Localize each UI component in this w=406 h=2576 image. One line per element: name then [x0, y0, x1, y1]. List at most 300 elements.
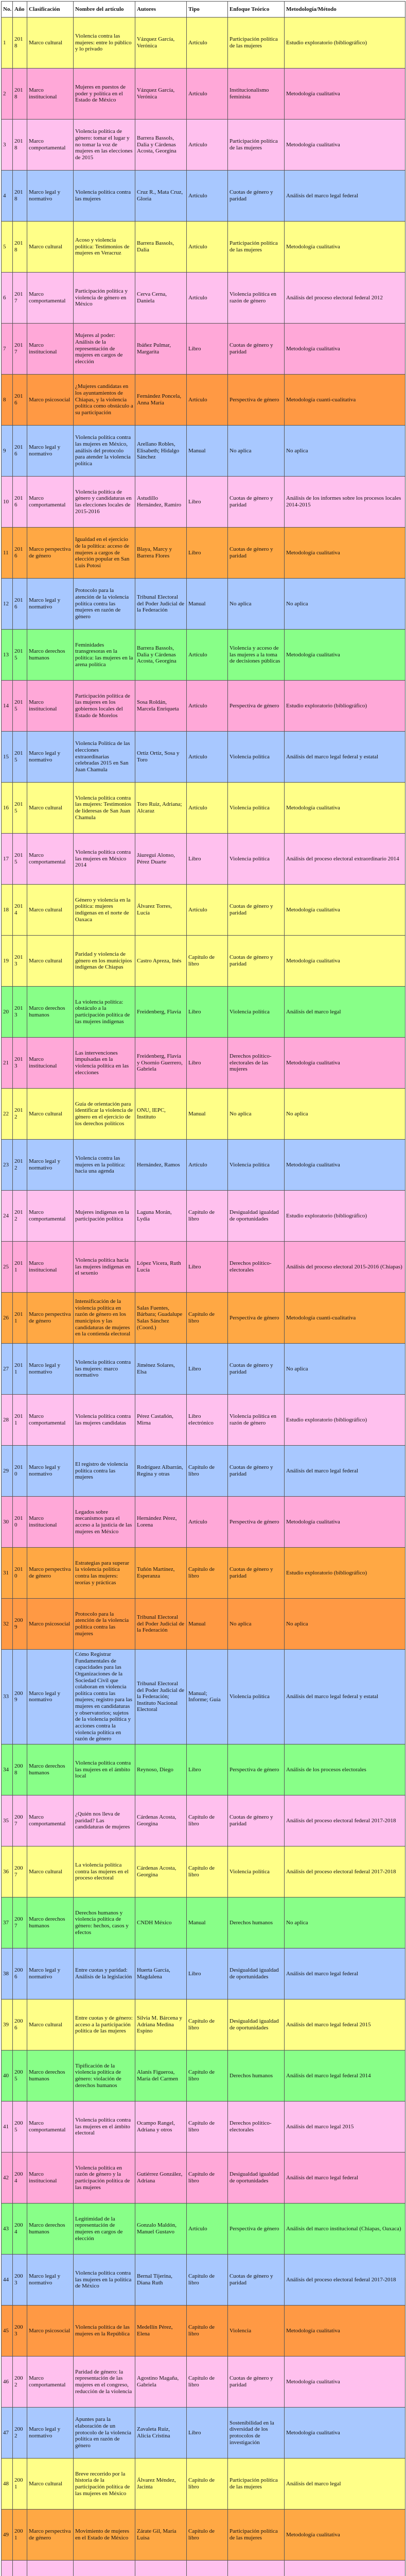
cell-year: 2012: [13, 1140, 27, 1191]
cell-number: 31: [2, 1548, 13, 1599]
cell-article-name: Acoso y violencia política: Testimonios de mujeres en Veracruz: [74, 222, 135, 273]
cell-classification: Marco derechos humanos: [27, 1744, 74, 1795]
cell-article-name: Participación política de las mujeres en los gobiernos locales del Estado de Morelos: [74, 681, 135, 732]
cell-authors: Arellano Robles, Elisabeth; Hidalgo Sánchez: [135, 426, 187, 477]
cell-methodology: Análisis del marco legal federal: [285, 171, 405, 222]
cell-methodology: No aplica: [285, 426, 405, 477]
cell-year: 2016: [13, 528, 27, 579]
cell-number: 34: [2, 1744, 13, 1795]
cell-classification: Marco derechos humanos: [27, 1897, 74, 1948]
cell-theoretical-focus: Violencia política: [228, 732, 285, 783]
cell-theoretical-focus: Derechos humanos: [228, 2050, 285, 2101]
cell-authors: Ibáñez Pulmar, Margarita: [135, 324, 187, 375]
cell-number: 47: [2, 2407, 13, 2458]
cell-type: Libro: [187, 528, 228, 579]
table-row: [2, 1344, 405, 1395]
cell-classification: Marco cultural: [27, 783, 74, 834]
cell-number: 17: [2, 834, 13, 885]
table-row: [2, 1599, 405, 1650]
cell-article-name: Violencia política hacia las mujeres indígenas en el sexenio: [74, 1242, 135, 1293]
table-row: [2, 1846, 405, 1897]
cell-authors: Cárdenas Acosta, Georgina: [135, 1795, 187, 1846]
cell-year: 2009: [13, 1650, 27, 1744]
cell-authors: Álvarez Torres, Lucía: [135, 885, 187, 936]
cell-type: Libro: [187, 324, 228, 375]
cell-number: 3: [2, 120, 13, 171]
cell-methodology: Estudio exploratorio (bibliográfico): [285, 1191, 405, 1242]
table-row: [2, 528, 405, 579]
cell-type: Artículo: [187, 1140, 228, 1191]
cell-type: Artículo: [187, 1497, 228, 1548]
cell-methodology: Metodología cualitativa: [285, 2509, 405, 2560]
cell-year: 2007: [13, 1897, 27, 1948]
table-row: [2, 120, 405, 171]
cell-article-name: Apuntes para la elaboración de un protocolo de la violencia política en razón de género: [74, 2407, 135, 2458]
cell-theoretical-focus: Desigualdad igualdad de oportunidades: [228, 2152, 285, 2203]
cell-type: Capítulo de libro: [187, 1191, 228, 1242]
cell-number: 8: [2, 375, 13, 426]
cell-type: Capítulo de libro: [187, 2101, 228, 2152]
table-body: [2, 18, 405, 2576]
cell-classification: Marco institucional: [27, 681, 74, 732]
cell-year: 2011: [13, 1293, 27, 1344]
cell-year: 2016: [13, 375, 27, 426]
cell-article-name: Breve recorrido por la historia de la participación política de las mujeres en México: [74, 2458, 135, 2509]
cell-classification: Marco institucional: [27, 1497, 74, 1548]
table-row: [2, 171, 405, 222]
cell-year: 2017: [13, 273, 27, 324]
cell-methodology: Metodología cualitativa: [285, 222, 405, 273]
cell-year: 2008: [13, 1744, 27, 1795]
table-row: [2, 2356, 405, 2407]
cell-theoretical-focus: No aplica: [228, 579, 285, 630]
cell-theoretical-focus: Desigualdad igualdad de oportunidades: [228, 1191, 285, 1242]
cell-type: Artículo: [187, 222, 228, 273]
cell-year: 2014: [13, 885, 27, 936]
cell-methodology: Análisis del proceso electoral federal 2017-2018: [285, 1846, 405, 1897]
cell-article-name: Violencia política contra las mujeres: [74, 171, 135, 222]
cell-theoretical-focus: Violencia política: [228, 1650, 285, 1744]
cell-authors: Ortíz Ortíz, Sosa y Toro: [135, 732, 187, 783]
cell-article-name: Entre cuotas y de género: acceso a la participación política de las mujeres: [74, 1999, 135, 2050]
cell-type: Artículo: [187, 375, 228, 426]
table-row: [2, 2254, 405, 2305]
cell-authors: Tribunal Electoral del Poder Judicial de la Federación: [135, 1599, 187, 1650]
cell-number: 29: [2, 1446, 13, 1497]
table-row: [2, 1497, 405, 1548]
cell-year: 2015: [13, 630, 27, 681]
cell-type: Artículo: [187, 681, 228, 732]
cell-type: Libro electrónico: [187, 1395, 228, 1446]
cell-article-name: Violencia contra las mujeres en la política: hacia una agenda: [74, 1140, 135, 1191]
cell-classification: Marco perspectiva de género: [27, 528, 74, 579]
cell-classification: Marco cultural: [27, 2458, 74, 2509]
cell-article-name: Legados sobre mecanismos para el acceso a la justicia de las mujeres en México: [74, 1497, 135, 1548]
cell-classification: Marco cultural: [27, 222, 74, 273]
cell-authors: [135, 2560, 187, 2576]
header-type: Tipo: [187, 2, 228, 18]
cell-methodology: Análisis del marco legal federal: [285, 2152, 405, 2203]
cell-classification: Marco comportamental: [27, 120, 74, 171]
table-row: [2, 987, 405, 1038]
table-row: [2, 783, 405, 834]
cell-authors: Fernández Poncela, Anna María: [135, 375, 187, 426]
cell-classification: Marco legal y normativo: [27, 732, 74, 783]
cell-classification: Marco perspectiva de género: [27, 1293, 74, 1344]
cell-classification: Marco derechos humanos: [27, 2050, 74, 2101]
cell-methodology: Análisis del marco legal federal 2015: [285, 1999, 405, 2050]
header-no: No.: [2, 2, 13, 18]
cell-year: 2013: [13, 987, 27, 1038]
cell-type: Artículo: [187, 783, 228, 834]
cell-methodology: Análisis del proceso electoral federal 2017-2018: [285, 2254, 405, 2305]
cell-authors: Ocampo Rangel, Adriana y otros: [135, 2101, 187, 2152]
cell-authors: Hernández Pérez, Lorena: [135, 1497, 187, 1548]
cell-methodology: Metodología cualitativa: [285, 630, 405, 681]
cell-type: Artículo: [187, 171, 228, 222]
cell-classification: Marco psicosocial: [27, 1599, 74, 1650]
cell-authors: Toro Ruiz, Adriana; Alcaraz: [135, 783, 187, 834]
cell-article-name: Violencia política contra las mujeres en la política de México: [74, 2254, 135, 2305]
cell-article-name: Cómo Registrar Fundamentales de capacidades para las Organizaciones de la Sociedad Civil que colaboran en violencia política contra las mujeres; registro para las mujeres en candidaturas y observatorios; sujetos de la violencia política y acciones contra la violencia política en razón de género: [74, 1650, 135, 1744]
cell-type: Manual: [187, 1599, 228, 1650]
table-row: [2, 2509, 405, 2560]
table-row: [2, 1242, 405, 1293]
cell-number: 13: [2, 630, 13, 681]
cell-classification: Marco cultural: [27, 936, 74, 987]
cell-number: 41: [2, 2101, 13, 2152]
cell-classification: Marco legal y normativo: [27, 1344, 74, 1395]
cell-article-name: Entre cuotas y paridad: Análisis de la legislación: [74, 1948, 135, 1999]
cell-authors: Zárate Gil, María Luisa: [135, 2509, 187, 2560]
cell-number: 30: [2, 1497, 13, 1548]
cell-theoretical-focus: Perspectiva de género: [228, 2203, 285, 2254]
cell-number: 38: [2, 1948, 13, 1999]
cell-year: 2005: [13, 2101, 27, 2152]
cell-number: 2: [2, 69, 13, 120]
cell-year: 2018: [13, 18, 27, 69]
cell-year: 2016: [13, 579, 27, 630]
cell-classification: Marco legal y normativo: [27, 1948, 74, 1999]
cell-methodology: Metodología cuanti-cualitativa: [285, 1293, 405, 1344]
cell-authors: Álvarez Méndez, Jacinta: [135, 2458, 187, 2509]
cell-authors: CNDH México: [135, 1897, 187, 1948]
cell-authors: Jiménez Solares, Elsa: [135, 1344, 187, 1395]
table-row: [2, 681, 405, 732]
cell-number: 27: [2, 1344, 13, 1395]
table-row: [2, 426, 405, 477]
cell-number: 44: [2, 2254, 13, 2305]
table-row: [2, 1795, 405, 1846]
cell-theoretical-focus: Violencia política: [228, 1846, 285, 1897]
cell-authors: López Vicera, Ruth Lucía: [135, 1242, 187, 1293]
cell-classification: Marco comportamental: [27, 1191, 74, 1242]
cell-authors: Jáuregui Alonso, Pérez Duarte: [135, 834, 187, 885]
cell-theoretical-focus: Desigualdad igualdad de oportunidades: [228, 1999, 285, 2050]
cell-theoretical-focus: Cuotas de género y paridad: [228, 1446, 285, 1497]
cell-authors: ONU, IEPC, Instituto: [135, 1089, 187, 1140]
cell-theoretical-focus: Desigualdad igualdad de oportunidades: [228, 1948, 285, 1999]
cell-authors: Barrera Bassols, Dalia y Cárdenas Acosta, Georgina: [135, 120, 187, 171]
cell-type: Artículo: [187, 885, 228, 936]
cell-year: 2011: [13, 1395, 27, 1446]
cell-authors: Sosa Roldán, Marcela Enriqueta: [135, 681, 187, 732]
cell-classification: Marco comportamental: [27, 2101, 74, 2152]
cell-classification: Marco legal y normativo: [27, 171, 74, 222]
cell-year: 2011: [13, 1242, 27, 1293]
cell-theoretical-focus: Institucionalismo feminista: [228, 69, 285, 120]
cell-theoretical-focus: No aplica: [228, 1599, 285, 1650]
cell-authors: Freidenberg, Flavia: [135, 987, 187, 1038]
cell-methodology: No aplica: [285, 1599, 405, 1650]
cell-methodology: No aplica: [285, 579, 405, 630]
cell-number: 22: [2, 1089, 13, 1140]
cell-article-name: Feminidades transgresoras en la política: las mujeres en la arena política: [74, 630, 135, 681]
cell-classification: Marco legal y normativo: [27, 1446, 74, 1497]
cell-year: 2018: [13, 222, 27, 273]
cell-number: 35: [2, 1795, 13, 1846]
cell-article-name: Protocolo para la atención de la violencia política contra las mujeres: [74, 1599, 135, 1650]
cell-authors: Laguna Morán, Lydia: [135, 1191, 187, 1242]
cell-classification: Marco derechos humanos: [27, 630, 74, 681]
cell-methodology: Metodología cualitativa: [285, 1497, 405, 1548]
header-year: Año: [13, 2, 27, 18]
cell-authors: Zavaleta Ruiz, Alicia Cristina: [135, 2407, 187, 2458]
cell-authors: Hernández, Ramos: [135, 1140, 187, 1191]
cell-article-name: Mujeres al poder: Análisis de la representación de mujeres en cargos de elección: [74, 324, 135, 375]
cell-article-name: La violencia política contra las mujeres en el proceso electoral: [74, 1846, 135, 1897]
cell-type: Artículo: [187, 18, 228, 69]
cell-article-name: Las intervenciones impulsadas en la violencia política en las elecciones: [74, 1038, 135, 1089]
cell-type: Artículo: [187, 2203, 228, 2254]
cell-classification: Marco legal y normativo: [27, 2407, 74, 2458]
cell-authors: Astudillo Hernández, Ramiro: [135, 477, 187, 528]
cell-theoretical-focus: Cuotas de género y paridad: [228, 171, 285, 222]
cell-type: Capítulo de libro: [187, 2050, 228, 2101]
cell-year: 2004: [13, 2203, 27, 2254]
cell-type: Libro: [187, 987, 228, 1038]
cell-year: 2018: [13, 69, 27, 120]
table-row: [2, 1191, 405, 1242]
table-row: [2, 1089, 405, 1140]
cell-methodology: Análisis del proceso electoral federal 2012: [285, 273, 405, 324]
cell-article-name: Violencia contra las mujeres: entre lo público y lo privado: [74, 18, 135, 69]
table-row: [2, 1293, 405, 1344]
cell-number: 43: [2, 2203, 13, 2254]
cell-theoretical-focus: Derechos humanos: [228, 1897, 285, 1948]
cell-article-name: El registro de violencia política contra las mujeres: [74, 1446, 135, 1497]
table-header-row: [2, 2, 405, 18]
cell-article-name: Guía de orientación para identificar la violencia de género en el ejercicio de los derechos políticos: [74, 1089, 135, 1140]
cell-theoretical-focus: Violencia política: [228, 783, 285, 834]
cell-methodology: Análisis del marco legal federal y estatal: [285, 1650, 405, 1744]
cell-number: 11: [2, 528, 13, 579]
cell-type: Artículo: [187, 273, 228, 324]
cell-year: 2015: [13, 681, 27, 732]
cell-article-name: Mujeres en puestos de poder y política en el Estado de México: [74, 69, 135, 120]
cell-type: Manual: [187, 1089, 228, 1140]
cell-article-name: Mujeres indígenas en la participación política: [74, 1191, 135, 1242]
cell-year: 2007: [13, 1795, 27, 1846]
cell-authors: Freidenberg, Flavia y Osornio Guerrero, Gabriela: [135, 1038, 187, 1089]
cell-theoretical-focus: Cuotas de género y paridad: [228, 885, 285, 936]
cell-theoretical-focus: Cuotas de género y paridad: [228, 1548, 285, 1599]
table-row: [2, 375, 405, 426]
table-row: [2, 222, 405, 273]
cell-year: 2016: [13, 477, 27, 528]
table-row: [2, 936, 405, 987]
cell-article-name: Violencia política contra las mujeres en México, análisis del protocolo para atender la violencia política: [74, 426, 135, 477]
cell-number: 40: [2, 2050, 13, 2101]
cell-article-name: Paridad y violencia de género en los municipios indígenas de Chiapas: [74, 936, 135, 987]
cell-year: 2011: [13, 1344, 27, 1395]
cell-theoretical-focus: Violencia y acceso de las mujeres a la toma de decisiones públicas: [228, 630, 285, 681]
cell-theoretical-focus: Cuotas de género y paridad: [228, 1344, 285, 1395]
cell-classification: Marco institucional: [27, 1242, 74, 1293]
table-row: [2, 1897, 405, 1948]
cell-year: 2005: [13, 2050, 27, 2101]
cell-methodology: Análisis del proceso electoral federal 2017-2018: [285, 1795, 405, 1846]
cell-classification: Marco cultural: [27, 18, 74, 69]
cell-authors: Tribunal Electoral del Poder Judicial de la Federación: [135, 579, 187, 630]
cell-article-name: Derechos humanos y violencia política de género: hechos, casos y efectos: [74, 1897, 135, 1948]
cell-year: 2012: [13, 1089, 27, 1140]
table-row: [2, 1038, 405, 1089]
cell-theoretical-focus: [228, 2560, 285, 2576]
cell-type: Capítulo de libro: [187, 936, 228, 987]
table-row: [2, 2050, 405, 2101]
cell-methodology: Metodología cualitativa: [285, 528, 405, 579]
cell-classification: Marco legal y normativo: [27, 1140, 74, 1191]
cell-methodology: Metodología cualitativa: [285, 936, 405, 987]
cell-number: 49: [2, 2509, 13, 2560]
cell-theoretical-focus: Cuotas de género y paridad: [228, 1795, 285, 1846]
cell-classification: Marco psicosocial: [27, 2305, 74, 2356]
cell-theoretical-focus: Perspectiva de género: [228, 681, 285, 732]
table-row: [2, 1650, 405, 1744]
table-row: [2, 69, 405, 120]
header-theoretical-focus: Enfoque Teórico: [228, 2, 285, 18]
cell-theoretical-focus: Cuotas de género y paridad: [228, 2356, 285, 2407]
table-row: [2, 273, 405, 324]
cell-article-name: Género y violencia en la política: mujeres indígenas en el norte de Oaxaca: [74, 885, 135, 936]
cell-methodology: Análisis del proceso electoral 2015-2016 (Chiapas): [285, 1242, 405, 1293]
cell-theoretical-focus: Violencia política en razón de género: [228, 1395, 285, 1446]
table-row: [2, 630, 405, 681]
cell-methodology: Metodología cualitativa: [285, 885, 405, 936]
cell-article-name: Violencia política contra las mujeres: Testimonios de lideresas de San Juan Chamula: [74, 783, 135, 834]
cell-article-name: ¿Quién nos lleva de paridad? Las candidaturas de mujeres: [74, 1795, 135, 1846]
cell-number: 39: [2, 1999, 13, 2050]
cell-theoretical-focus: Violencia: [228, 2305, 285, 2356]
cell-theoretical-focus: Participación política de las mujeres: [228, 222, 285, 273]
table-row: [2, 324, 405, 375]
cell-classification: Marco comportamental: [27, 1795, 74, 1846]
cell-methodology: No aplica: [285, 1344, 405, 1395]
cell-number: 10: [2, 477, 13, 528]
cell-number: 23: [2, 1140, 13, 1191]
cell-year: 2002: [13, 2356, 27, 2407]
cell-type: Artículo: [187, 69, 228, 120]
cell-methodology: Análisis de los procesos electorales: [285, 1744, 405, 1795]
cell-authors: Tuñón Martínez, Esperanza: [135, 1548, 187, 1599]
cell-methodology: Metodología cualitativa: [285, 120, 405, 171]
cell-type: Libro: [187, 1744, 228, 1795]
table-row: [2, 1395, 405, 1446]
cell-type: Capítulo de libro: [187, 2152, 228, 2203]
cell-article-name: La violencia política: obstáculo a la participación política de las mujeres indígenas: [74, 987, 135, 1038]
table-row: [2, 2458, 405, 2509]
cell-number: 1: [2, 18, 13, 69]
cell-methodology: No aplica: [285, 1897, 405, 1948]
cell-theoretical-focus: No aplica: [228, 426, 285, 477]
cell-article-name: Violencia política en razón de género y la participación política de las mujeres: [74, 2152, 135, 2203]
cell-number: 14: [2, 681, 13, 732]
cell-methodology: Análisis del marco legal federal 2014: [285, 2050, 405, 2101]
cell-theoretical-focus: Cuotas de género y paridad: [228, 936, 285, 987]
table-row: [2, 885, 405, 936]
cell-authors: Barrera Bassols, Dalia: [135, 222, 187, 273]
table-row: [2, 1446, 405, 1497]
cell-article-name: Intensificación de la violencia política en razón de género en los municipios y las candidaturas de mujeres en la contienda electoral: [74, 1293, 135, 1344]
cell-year: 2018: [13, 171, 27, 222]
cell-type: Libro: [187, 1344, 228, 1395]
cell-year: 2013: [13, 1038, 27, 1089]
header-article-name: Nombre del artículo: [74, 2, 135, 18]
cell-number: 7: [2, 324, 13, 375]
cell-number: 36: [2, 1846, 13, 1897]
cell-classification: Marco derechos humanos: [27, 2203, 74, 2254]
cell-type: Libro: [187, 834, 228, 885]
cell-article-name: Violencia política de género y candidaturas en las elecciones locales de 2015-2016: [74, 477, 135, 528]
cell-number: 12: [2, 579, 13, 630]
cell-article-name: Violencia política contra las mujeres en el ámbito electoral: [74, 2101, 135, 2152]
cell-classification: Marco institucional: [27, 69, 74, 120]
table-row: [2, 1999, 405, 2050]
cell-authors: Gonzalo Maldón, Manuel Gustavo: [135, 2203, 187, 2254]
cell-article-name: Violencia política contra las mujeres en el ámbito local: [74, 1744, 135, 1795]
cell-number: 4: [2, 171, 13, 222]
cell-classification: Marco comportamental: [27, 1395, 74, 1446]
table-row: [2, 477, 405, 528]
table-row: [2, 2101, 405, 2152]
cell-number: 33: [2, 1650, 13, 1744]
cell-theoretical-focus: Derechos político-electorales: [228, 1242, 285, 1293]
cell-number: 5: [2, 222, 13, 273]
table-row: [2, 1548, 405, 1599]
cell-type: Capítulo de libro: [187, 1446, 228, 1497]
cell-methodology: Metodología cualitativa: [285, 2407, 405, 2458]
cell-type: Libro: [187, 2407, 228, 2458]
cell-article-name: [74, 2560, 135, 2576]
cell-methodology: Estudio exploratorio (bibliográfico): [285, 1395, 405, 1446]
cell-number: 18: [2, 885, 13, 936]
cell-classification: Marco institucional: [27, 2152, 74, 2203]
cell-year: 2007: [13, 1846, 27, 1897]
cell-year: 2006: [13, 1948, 27, 1999]
cell-type: Capítulo de libro: [187, 1999, 228, 2050]
cell-year: 2015: [13, 834, 27, 885]
cell-methodology: Análisis del marco legal federal: [285, 1446, 405, 1497]
cell-theoretical-focus: Perspectiva de género: [228, 1744, 285, 1795]
cell-type: Capítulo de libro: [187, 2305, 228, 2356]
cell-year: 2004: [13, 2152, 27, 2203]
table-row: [2, 2152, 405, 2203]
cell-number: 48: [2, 2458, 13, 2509]
cell-authors: Medellín Pérez, Elena: [135, 2305, 187, 2356]
cell-type: Capítulo de libro: [187, 2458, 228, 2509]
cell-number: 26: [2, 1293, 13, 1344]
